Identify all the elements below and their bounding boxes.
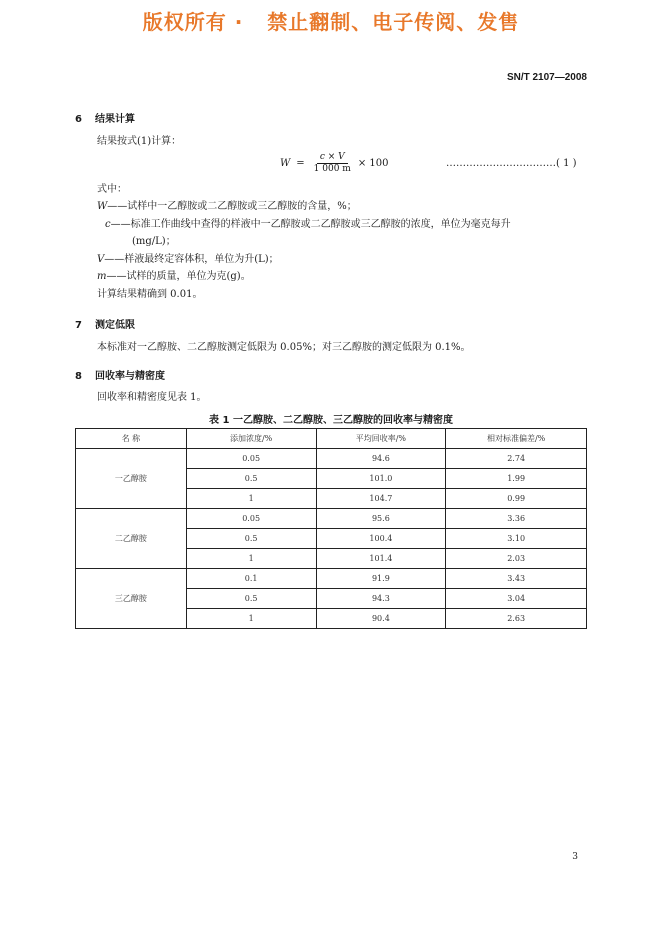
compound-name: 二乙醇胺 bbox=[76, 509, 187, 569]
definition-text: ——试样中一乙醇胺或二乙醇胺或三乙醇胺的含量，%； bbox=[107, 201, 357, 212]
table-cell: 2.74 bbox=[446, 449, 587, 469]
table-cell: 101.4 bbox=[316, 549, 446, 569]
page-number: 3 bbox=[572, 852, 578, 862]
table-cell: 100.4 bbox=[316, 529, 446, 549]
detection-limit-text: 本标准对一乙醇胺、二乙醇胺测定低限为 0.05%；对三乙醇胺的测定低限为 0.1%。 bbox=[97, 342, 471, 353]
table-cell: 0.1 bbox=[186, 569, 316, 589]
table-cell: 91.9 bbox=[316, 569, 446, 589]
symbol: c bbox=[105, 219, 111, 230]
definition-w bbox=[97, 198, 357, 215]
symbol: V bbox=[97, 254, 105, 265]
recovery-intro: 回收率和精密度见表 1。 bbox=[97, 392, 207, 403]
table-cell: 1 bbox=[186, 609, 316, 629]
table-cell: 2.03 bbox=[446, 549, 587, 569]
header-rsd: 相对标准偏差/% bbox=[446, 429, 587, 449]
definition-v bbox=[97, 251, 279, 268]
standard-number: SN/T 2107—2008 bbox=[506, 72, 587, 83]
table-cell: 2.63 bbox=[446, 609, 587, 629]
table-cell: 3.04 bbox=[446, 589, 587, 609]
table-cell: 95.6 bbox=[316, 509, 446, 529]
precision-note: 计算结果精确到 0.01。 bbox=[97, 289, 203, 300]
table-header-row bbox=[76, 429, 587, 449]
formula-intro: 结果按式(1)计算： bbox=[97, 136, 182, 147]
table-cell: 0.05 bbox=[186, 509, 316, 529]
table-cell: 101.0 bbox=[316, 469, 446, 489]
section-8-heading bbox=[75, 367, 165, 382]
definition-text: ——标准工作曲线中查得的样液中一乙醇胺或二乙醇胺或三乙醇胺的浓度，单位为毫克每升 bbox=[110, 219, 511, 230]
table-row bbox=[76, 569, 587, 589]
symbol: m bbox=[97, 271, 107, 282]
definition-m bbox=[97, 268, 251, 285]
table-cell: 0.99 bbox=[446, 489, 587, 509]
watermark-banner: 版权所有 · 禁止翻制、电子传阅、发售 bbox=[142, 10, 520, 34]
table-cell: 0.05 bbox=[186, 449, 316, 469]
section-title: 测定低限 bbox=[95, 320, 135, 331]
table-cell: 1 bbox=[186, 489, 316, 509]
table-cell: 3.10 bbox=[446, 529, 587, 549]
definition-text: ——样液最终定容体积，单位为升(L)； bbox=[104, 254, 279, 265]
table-cell: 0.5 bbox=[186, 589, 316, 609]
definition-c bbox=[105, 216, 511, 250]
table-cell: 3.43 bbox=[446, 569, 587, 589]
section-6-heading bbox=[75, 110, 135, 125]
compound-name: 一乙醇胺 bbox=[76, 449, 187, 509]
table-cell: 0.5 bbox=[186, 529, 316, 549]
header-spike-conc: 添加浓度/% bbox=[186, 429, 316, 449]
formula-fraction bbox=[311, 152, 354, 175]
formula-equals: = bbox=[296, 158, 305, 169]
formula-multiplier: × 100 bbox=[357, 158, 389, 169]
table-cell: 0.5 bbox=[186, 469, 316, 489]
compound-name: 三乙醇胺 bbox=[76, 569, 187, 629]
where-label: 式中： bbox=[97, 184, 127, 195]
definition-continuation: (mg/L)； bbox=[132, 236, 176, 247]
recovery-table bbox=[75, 428, 587, 629]
formula-1 bbox=[280, 152, 389, 175]
table-title: 表 1 一乙醇胺、二乙醇胺、三乙醇胺的回收率与精密度 bbox=[209, 415, 453, 426]
table-cell: 90.4 bbox=[316, 609, 446, 629]
section-title: 结果计算 bbox=[95, 114, 135, 125]
table-cell: 94.6 bbox=[316, 449, 446, 469]
table-row bbox=[76, 509, 587, 529]
formula-label: ……………………………( 1 ) bbox=[446, 158, 577, 169]
table-cell: 1.99 bbox=[446, 469, 587, 489]
header-recovery: 平均回收率/% bbox=[316, 429, 446, 449]
section-number: 6 bbox=[75, 114, 82, 125]
table-cell: 94.3 bbox=[316, 589, 446, 609]
section-7-heading bbox=[75, 316, 135, 331]
symbol: W bbox=[97, 201, 108, 212]
table-cell: 3.36 bbox=[446, 509, 587, 529]
table-cell: 104.7 bbox=[316, 489, 446, 509]
formula-lhs: W bbox=[280, 158, 291, 169]
header-name: 名 称 bbox=[76, 429, 187, 449]
formula-denominator: 1 000 m bbox=[313, 164, 351, 174]
section-title: 回收率与精密度 bbox=[95, 371, 165, 382]
table-cell: 1 bbox=[186, 549, 316, 569]
definition-text: ——试样的质量，单位为克(g)。 bbox=[106, 271, 251, 282]
formula-numerator: c × V bbox=[317, 152, 348, 164]
section-number: 8 bbox=[75, 371, 82, 382]
section-number: 7 bbox=[75, 320, 82, 331]
table-row bbox=[76, 449, 587, 469]
